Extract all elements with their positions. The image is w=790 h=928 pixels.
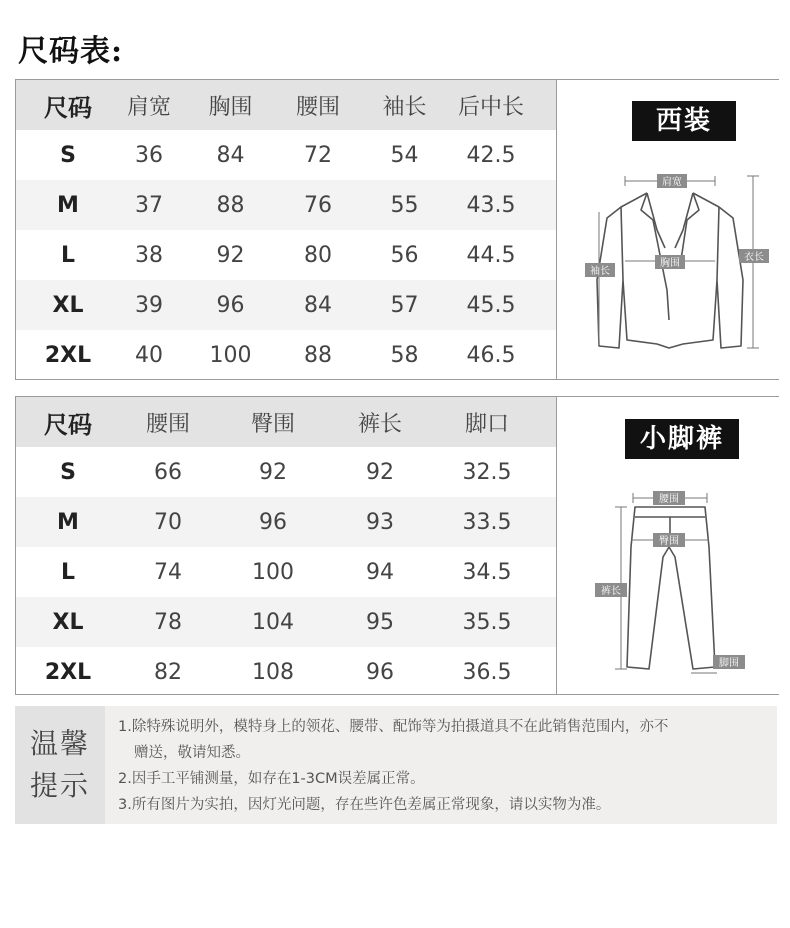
value-cell: 66 [154,459,182,485]
table-row [16,230,556,280]
value-cell: 55 [390,192,419,218]
value-cell: 100 [209,342,252,368]
pants-table-header [16,397,556,447]
size-cell: 2XL [44,342,92,368]
header-hem: 脚口 [464,411,509,437]
header-shoulder: 肩宽 [126,94,171,120]
header-hip: 臀围 [250,411,295,437]
suit-diagram-panel [557,80,779,379]
pants-size-block [15,396,779,695]
pants-diagram-panel [557,397,779,694]
header-sleeve: 袖长 [382,94,427,120]
tips-title [15,706,105,824]
size-cell: S [60,459,76,485]
value-cell: 84 [304,292,332,318]
table-row [16,447,556,497]
header-waist: 腰围 [295,94,340,120]
tip-line-2: 2.因手工平铺测量，如存在1-3CM误差属正常。 [118,771,425,787]
value-cell: 44.5 [466,242,516,268]
suit-diagram [557,80,780,380]
value-cell: 92 [259,459,287,485]
suit-table-header [16,80,556,130]
value-cell: 78 [154,609,182,635]
value-cell: 39 [135,292,163,318]
waist-label: 腰围 [659,494,679,505]
table-row [16,597,556,647]
header-waist: 腰围 [145,411,190,437]
size-cell: L [60,559,76,585]
value-cell: 74 [154,559,182,585]
pants-size-table [16,397,556,697]
header-back-length: 后中长 [457,94,524,120]
value-cell: 33.5 [462,509,512,535]
table-row [16,130,556,180]
value-cell: 84 [216,142,245,168]
size-cell: M [57,509,79,535]
value-cell: 108 [252,659,294,685]
value-cell: 88 [304,342,332,368]
header-size: 尺码 [44,93,92,122]
suit-label: 西装 [632,101,736,141]
value-cell: 72 [304,142,332,168]
value-cell: 32.5 [462,459,512,485]
table-row [16,280,556,330]
value-cell: 45.5 [466,292,516,318]
size-cell: L [60,242,76,268]
value-cell: 96 [366,659,394,685]
size-cell: 2XL [44,659,92,685]
value-cell: 88 [216,192,245,218]
value-cell: 96 [216,292,245,318]
header-chest: 胸围 [208,94,253,120]
table-row [16,547,556,597]
table-row [16,330,556,380]
value-cell: 80 [304,242,332,268]
value-cell: 54 [390,142,419,168]
table-row [16,180,556,230]
value-cell: 76 [304,192,332,218]
hip-label: 臀围 [659,536,679,547]
chest-label: 胸围 [660,258,680,269]
value-cell: 93 [366,509,394,535]
sleeve-label: 袖长 [590,266,610,277]
value-cell: 70 [154,509,182,535]
value-cell: 82 [154,659,182,685]
value-cell: 57 [390,292,419,318]
length-label: 衣长 [744,252,764,263]
table-row [16,647,556,697]
table-row [16,497,556,547]
value-cell: 46.5 [466,342,516,368]
value-cell: 42.5 [466,142,516,168]
header-size: 尺码 [44,410,92,439]
size-cell: M [57,192,79,218]
value-cell: 43.5 [466,192,516,218]
tip-line-3: 3.所有图片为实拍，因灯光问题，存在些许色差属正常现象，请以实物为准。 [118,797,611,813]
value-cell: 40 [135,342,163,368]
value-cell: 94 [366,559,394,585]
tips-title-line2: 提示 [29,769,90,802]
size-cell: XL [52,609,84,635]
tips-text [118,714,768,818]
value-cell: 37 [135,192,163,218]
header-pants-length: 裤长 [357,411,402,437]
tip-line-1: 1.除特殊说明外，模特身上的领花、腰带、配饰等为拍摄道具不在此销售范围内，亦不 [118,719,669,735]
value-cell: 34.5 [462,559,512,585]
value-cell: 100 [252,559,294,585]
value-cell: 95 [366,609,394,635]
value-cell: 58 [390,342,419,368]
size-cell: XL [52,292,84,318]
tip-line-1-cont: 赠送，敬请知悉。 [134,745,250,761]
value-cell: 56 [390,242,419,268]
pants-label: 小脚裤 [625,419,739,459]
size-cell: S [60,142,76,168]
shoulder-label: 肩宽 [662,177,682,188]
pants-length-label: 裤长 [601,586,621,597]
value-cell: 96 [259,509,287,535]
tips-title-line1: 温馨 [29,727,90,760]
page-title: 尺码表: [18,34,124,69]
value-cell: 36.5 [462,659,512,685]
hem-label: 脚围 [719,658,739,669]
value-cell: 104 [252,609,294,635]
tips-box [15,706,777,824]
value-cell: 35.5 [462,609,512,635]
pants-diagram [557,397,780,695]
value-cell: 36 [135,142,163,168]
suit-size-table [16,80,556,380]
value-cell: 92 [216,242,245,268]
suit-size-block [15,79,779,380]
value-cell: 38 [135,242,163,268]
value-cell: 92 [366,459,394,485]
